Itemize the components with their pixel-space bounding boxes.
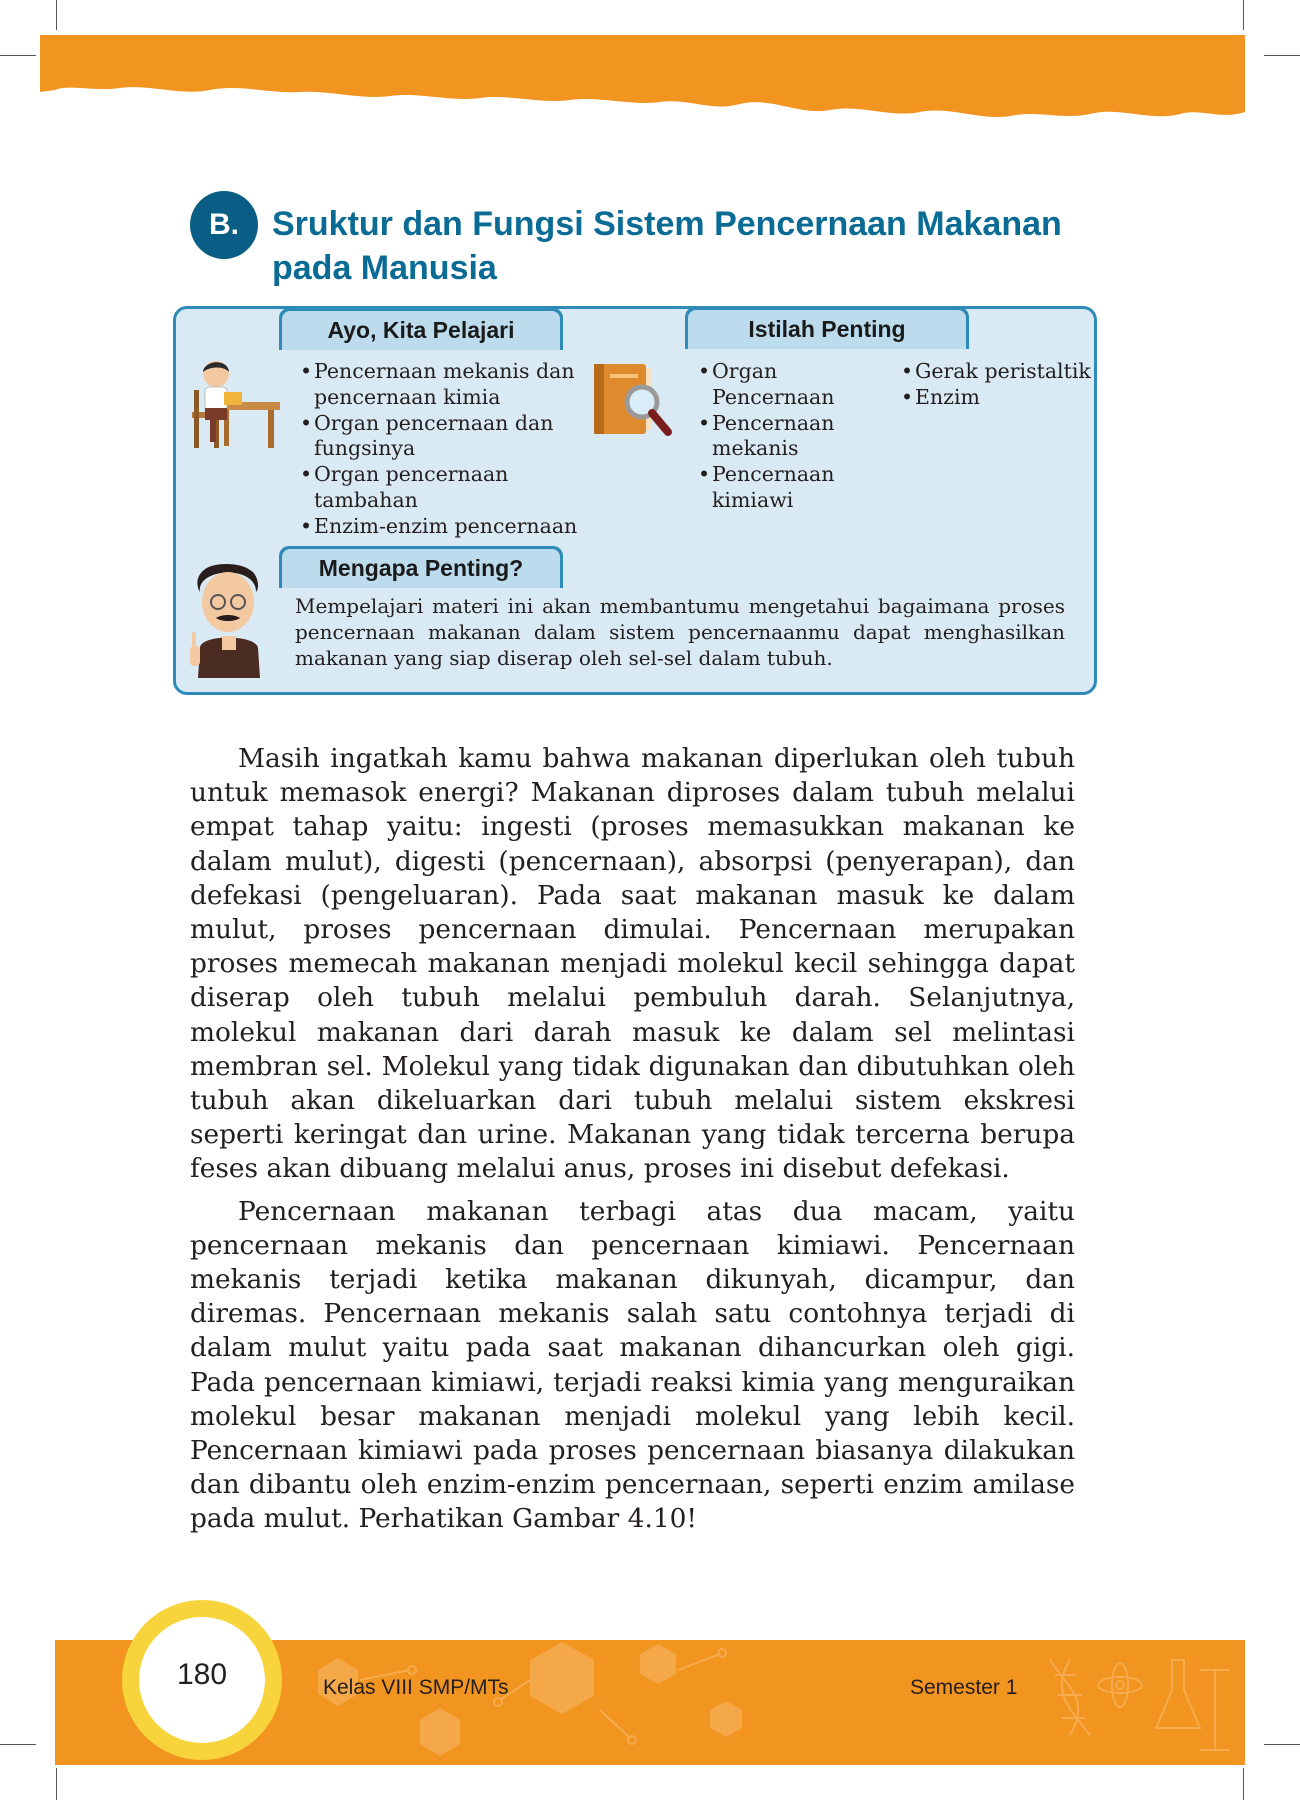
list-item: • Gerak peristaltik bbox=[901, 359, 1091, 385]
why-important-text: Mempelajari materi ini akan membantumu mengetahui bagaimana proses pencernaan makanan dalam sistem pencernaanmu dapat menghasilkan makanan yang siap diserap oleh sel-sel dalam tubuh. bbox=[295, 594, 1065, 670]
section-title bbox=[272, 202, 1072, 290]
section-title-line: pada Manusia bbox=[272, 249, 497, 287]
section-title-line: Sruktur dan Fungsi Sistem Pencernaan Makanan bbox=[272, 205, 1062, 243]
tab-label: Mengapa Penting? bbox=[282, 549, 560, 588]
body-text bbox=[190, 742, 1075, 1545]
paragraph: Pencernaan makanan terbagi atas dua macam, yaitu pencernaan mekanis dan pencernaan kimiawi. Pencernaan mekanis terjadi ketika makanan dikunyah, dicampur, dan diremas. Pencernaan mekanis salah satu contohnya terjadi di dalam mulut yaitu pada saat makanan dihancurkan oleh gigi. Pada pencernaan kimiawi, terjadi reaksi kimia yang menguraikan molekul besar makanan menjadi molekul yang lebih kecil. Pencernaan kimiawi pada proses pencernaan biasanya dilakukan dan dibantu oleh enzim-enzim pencernaan, seperti enzim amilase pada mulut. Perhatikan Gambar 4.10! bbox=[190, 1195, 1075, 1535]
tab-label: Ayo, Kita Pelajari bbox=[282, 311, 560, 350]
key-terms-list bbox=[901, 359, 1091, 411]
crop-mark bbox=[56, 1768, 57, 1800]
learn-topic-list bbox=[300, 359, 585, 540]
header-band bbox=[0, 0, 1300, 140]
list-item: • Enzim-enzim pencernaan bbox=[300, 514, 585, 540]
section-badge: B. bbox=[190, 191, 258, 259]
paragraph: Masih ingatkah kamu bahwa makanan diperlukan oleh tubuh untuk memasok energi? Makanan diproses dalam tubuh melalui empat tahap yaitu: ingesti (proses memasukkan makanan ke dalam mulut), digesti (pencernaan), absorpsi (penyerapan), dan defekasi (pengeluaran). Pada saat makanan masuk ke dalam mulut, proses pencernaan dimulai. Pencernaan merupakan proses memecah makanan menjadi molekul kecil sehingga dapat diserap oleh tubuh melalui pembuluh darah. Selanjutnya, molekul makanan dari darah masuk ke dalam sel melintasi membran sel. Molekul yang tidak digunakan dan dibutuhkan oleh tubuh akan dikeluarkan dari tubuh melalui sistem ekskresi seperti keringat dan urine. Makanan yang tidak tercerna berupa feses akan dibuang melalui anus, proses ini disebut defekasi. bbox=[190, 743, 1075, 1185]
tab-istilah-penting bbox=[685, 307, 969, 349]
tab-mengapa-penting bbox=[279, 546, 563, 588]
tab-label: Istilah Penting bbox=[688, 310, 966, 349]
teacher-pointing-icon bbox=[186, 562, 272, 678]
science-pattern-icon bbox=[300, 1640, 1240, 1765]
tab-ayo-kita-pelajari bbox=[279, 308, 563, 350]
crop-mark bbox=[0, 1744, 36, 1745]
list-item: • Organ pencernaan tambahan bbox=[300, 462, 585, 514]
list-item: • Organ pencernaan dan fungsinya bbox=[300, 411, 585, 463]
list-item: • Pencernaan mekanis dan pencernaan kimia bbox=[300, 359, 585, 411]
book-magnifier-icon bbox=[590, 360, 676, 444]
student-reading-icon bbox=[188, 360, 282, 450]
footer-class-label: Kelas VIII SMP/MTs bbox=[323, 1676, 509, 1699]
list-item: • Enzim bbox=[901, 385, 1091, 411]
list-item: • Pencernaan mekanis bbox=[698, 411, 868, 463]
list-item: • Pencernaan kimiawi bbox=[698, 462, 868, 514]
list-item: • Organ Pencernaan bbox=[698, 359, 868, 411]
footer-semester-label: Semester 1 bbox=[910, 1676, 1018, 1699]
key-terms-list bbox=[698, 359, 868, 514]
crop-mark bbox=[1264, 1744, 1300, 1745]
page-number: 180 bbox=[176, 1658, 228, 1691]
crop-mark bbox=[1243, 1768, 1244, 1800]
